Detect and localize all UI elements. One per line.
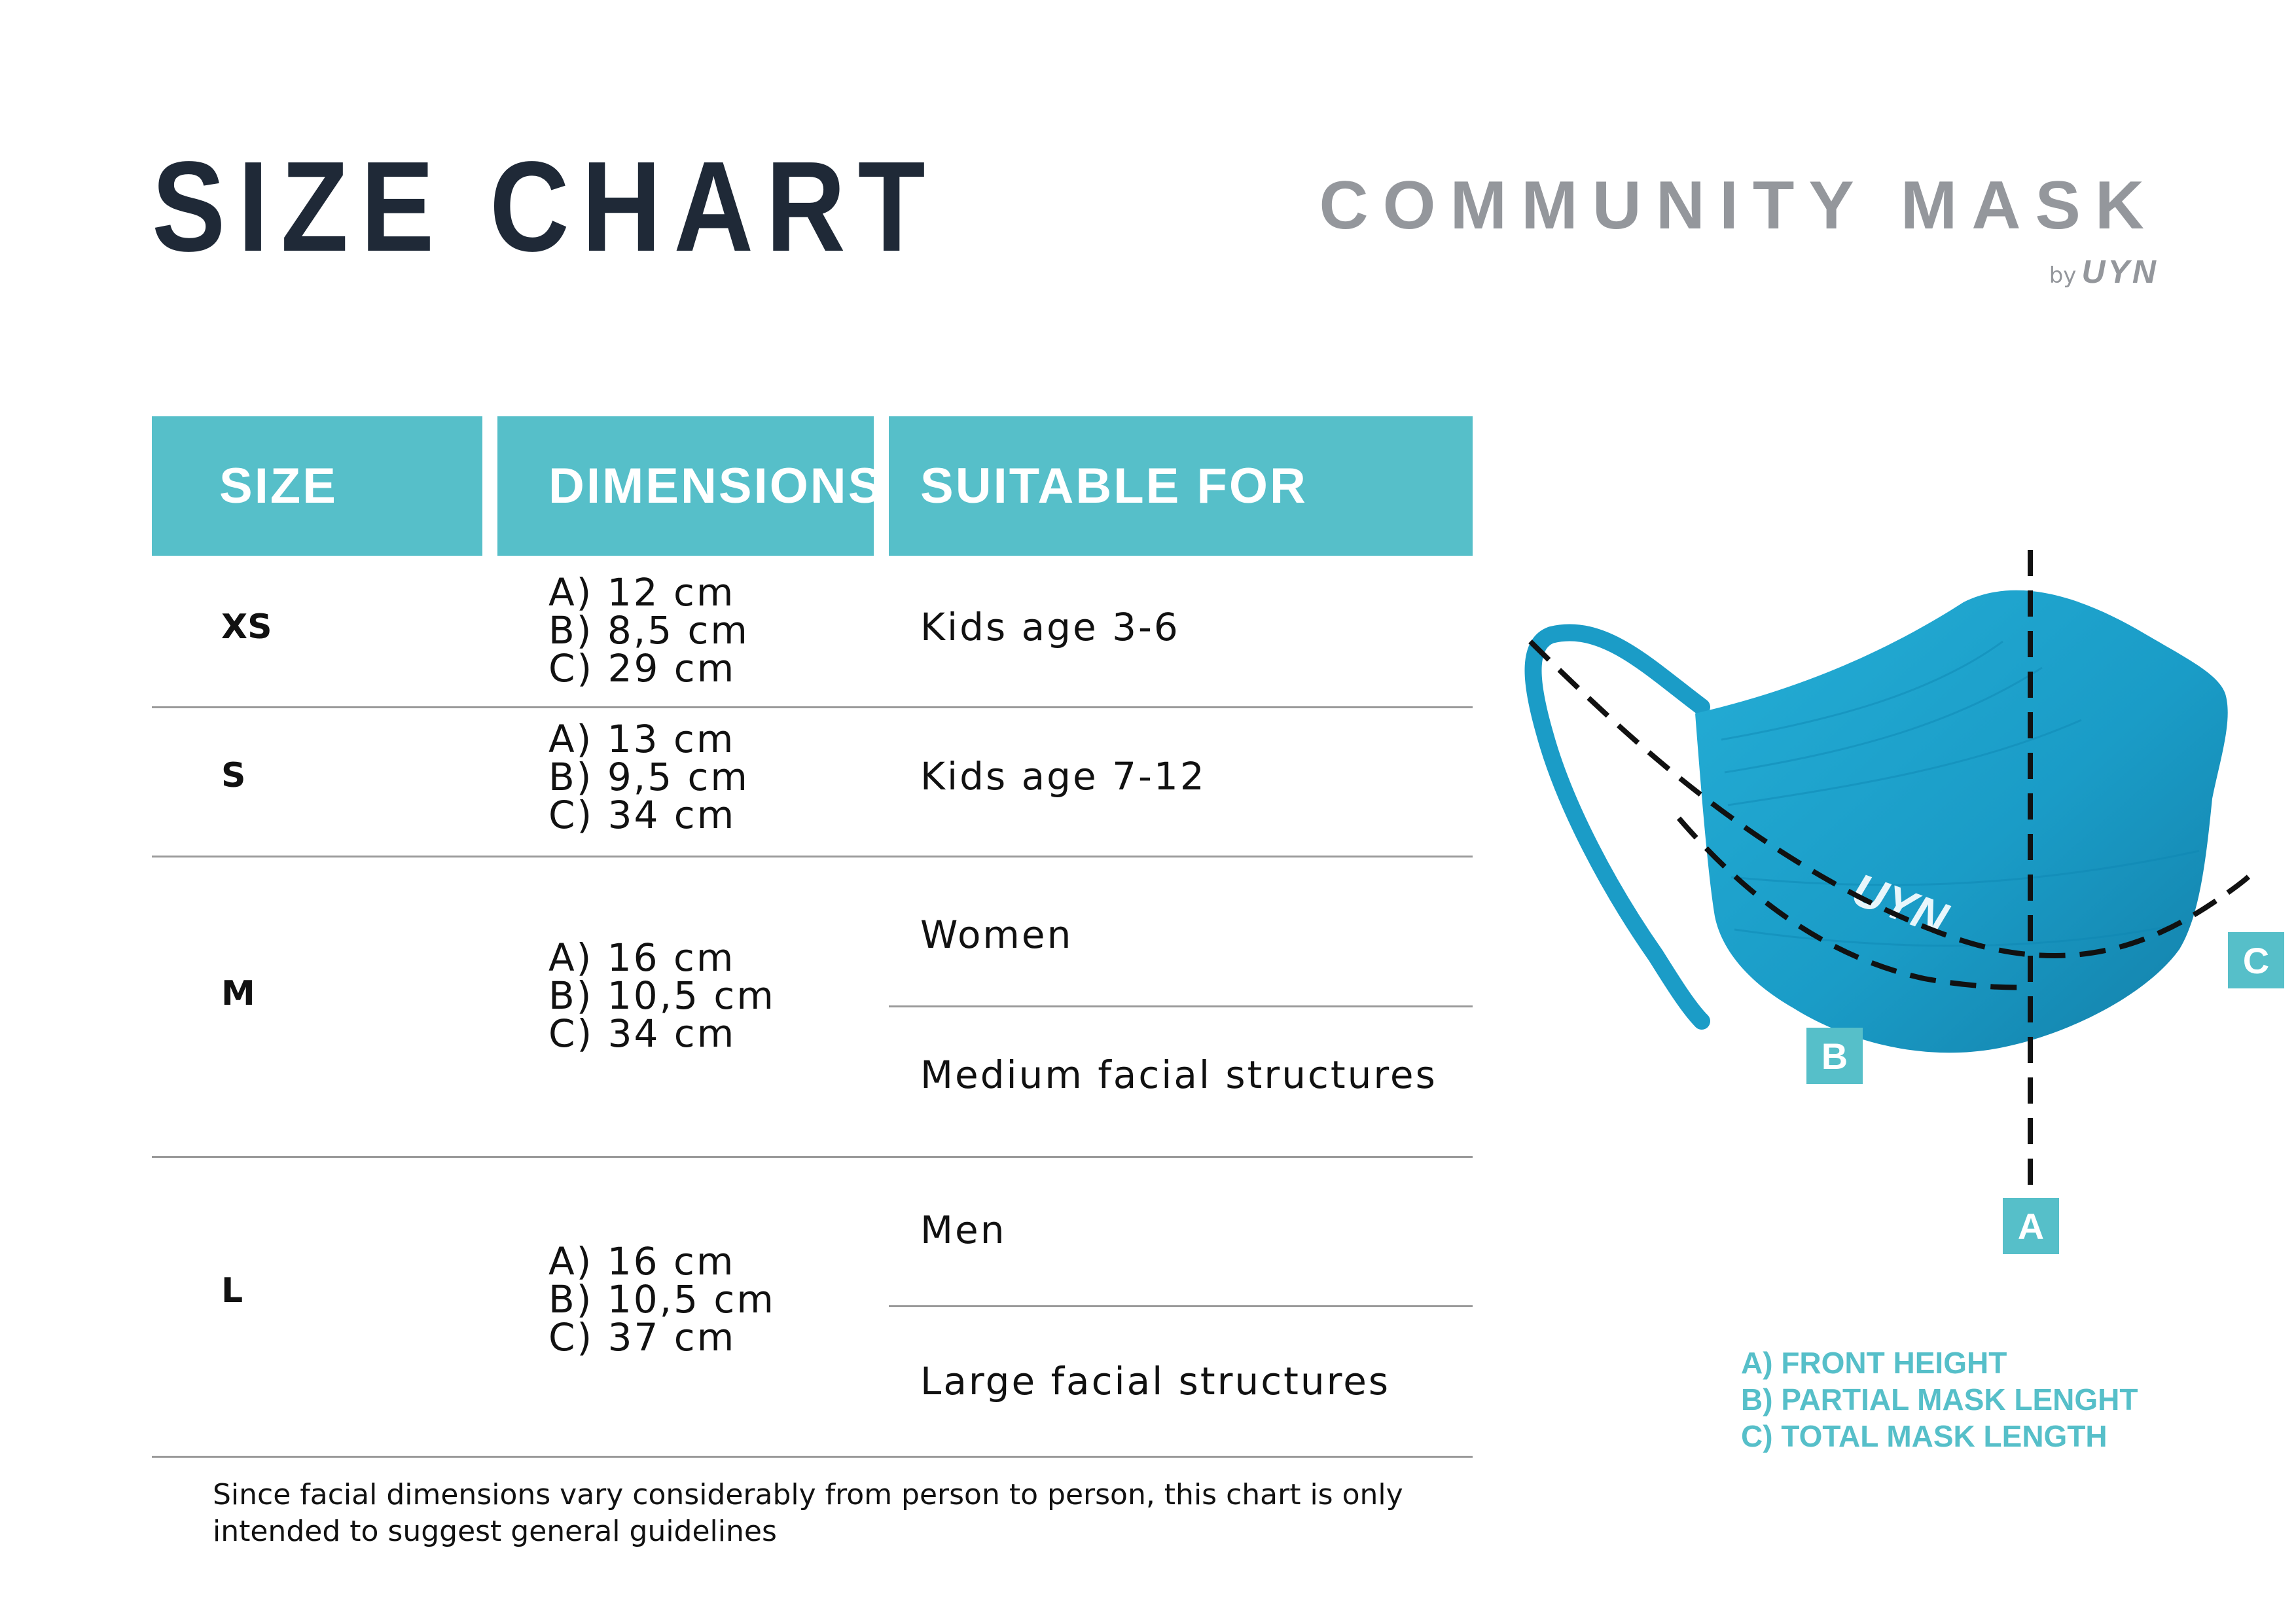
suitable-l-2: Large facial structures xyxy=(920,1359,1391,1403)
size-xs: XS xyxy=(221,607,272,647)
dim-b: B) 8,5 cm xyxy=(548,608,749,653)
label-b: B xyxy=(1806,1028,1863,1084)
size-s: S xyxy=(221,756,246,795)
dim-c: C) 34 cm xyxy=(548,793,736,837)
brand-title: COMMUNITY MASK xyxy=(1319,168,2159,244)
size-m: M xyxy=(221,974,255,1013)
dim-a: A) 12 cm xyxy=(548,570,736,615)
dim-c: C) 34 cm xyxy=(548,1011,736,1056)
header-suitable-for: SUITABLE FOR xyxy=(889,416,1473,556)
header-size: SIZE xyxy=(152,416,482,556)
dims-xs xyxy=(548,570,749,691)
row-divider xyxy=(152,856,1473,857)
suitable-xs: Kids age 3-6 xyxy=(920,605,1180,649)
label-a: A xyxy=(2003,1198,2059,1254)
footnote: Since facial dimensions vary considerably from person to person, this chart is only intended to suggest general guidelines xyxy=(213,1478,1403,1548)
mask-logo: UYN xyxy=(1845,863,1954,945)
measurement-legend xyxy=(1741,1344,2138,1454)
row-divider xyxy=(152,1456,1473,1458)
size-l: L xyxy=(221,1271,243,1310)
ear-loop xyxy=(1534,633,1702,1021)
legend-a: A) FRONT HEIGHT xyxy=(1741,1346,2007,1380)
header-dimensions: DIMENSIONS xyxy=(497,416,874,556)
dim-b: B) 9,5 cm xyxy=(548,755,749,799)
dim-c: C) 37 cm xyxy=(548,1315,736,1360)
suitable-m-1: Women xyxy=(920,912,1073,957)
uyn-logo: UYN xyxy=(2081,253,2159,290)
dims-s xyxy=(548,717,749,837)
row-divider xyxy=(152,1156,1473,1158)
dim-a: A) 16 cm xyxy=(548,1239,736,1284)
suitable-l-1: Men xyxy=(920,1208,1007,1252)
mask-diagram xyxy=(1505,524,2291,1276)
row-divider xyxy=(152,706,1473,708)
dim-a: A) 16 cm xyxy=(548,935,736,980)
page-title: SIZE CHART xyxy=(152,135,938,278)
sub-row-divider xyxy=(889,1305,1473,1307)
label-c: C xyxy=(2228,932,2284,988)
brand-by-text: by xyxy=(2049,262,2077,289)
suitable-s: Kids age 7-12 xyxy=(920,754,1206,799)
dims-m xyxy=(548,935,776,1056)
suitable-m-2: Medium facial structures xyxy=(920,1053,1437,1097)
brand-byline xyxy=(1319,253,2159,291)
dim-c: C) 29 cm xyxy=(548,646,736,691)
brand-block xyxy=(1319,168,2159,291)
legend-c: C) TOTAL MASK LENGTH xyxy=(1741,1419,2108,1453)
legend-b: B) PARTIAL MASK LENGHT xyxy=(1741,1382,2138,1416)
sub-row-divider xyxy=(889,1005,1473,1007)
dim-a: A) 13 cm xyxy=(548,717,736,761)
dims-l xyxy=(548,1239,776,1360)
dim-b: B) 10,5 cm xyxy=(548,973,776,1018)
mask-illustration xyxy=(1505,524,2291,1276)
dim-b: B) 10,5 cm xyxy=(548,1277,776,1322)
